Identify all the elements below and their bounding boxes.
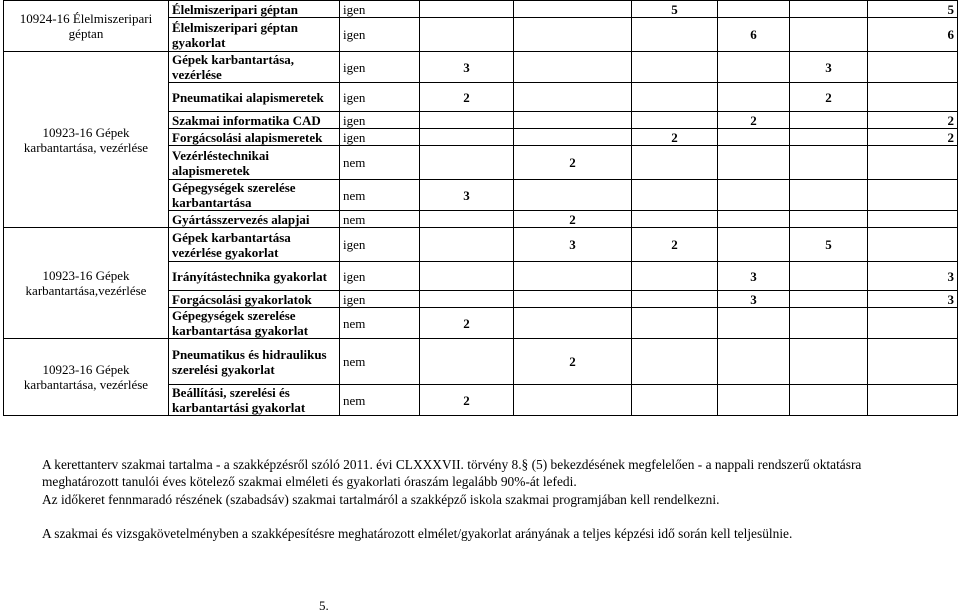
hours-cell: 2	[420, 308, 514, 339]
flag-cell: igen	[340, 291, 420, 308]
hours-cell	[514, 262, 632, 291]
subject-cell: Gépegységek szerelése karbantartása	[169, 180, 340, 211]
hours-cell	[790, 385, 868, 416]
hours-cell: 5	[632, 1, 718, 18]
hours-cell	[514, 180, 632, 211]
hours-cell: 2	[420, 83, 514, 112]
hours-cell: 5	[790, 228, 868, 262]
hours-cell	[514, 18, 632, 52]
flag-cell: igen	[340, 112, 420, 129]
hours-cell	[632, 18, 718, 52]
hours-cell	[632, 83, 718, 112]
hours-cell	[420, 262, 514, 291]
hours-cell	[514, 385, 632, 416]
module-cell: 10924-16 Élelmiszeripari géptan	[4, 1, 169, 52]
hours-cell	[790, 180, 868, 211]
hours-cell	[420, 146, 514, 180]
hours-cell: 3	[868, 262, 958, 291]
hours-cell	[632, 180, 718, 211]
table-row	[4, 1, 958, 18]
hours-cell	[718, 83, 790, 112]
flag-cell: igen	[340, 262, 420, 291]
hours-cell: 2	[632, 228, 718, 262]
module-cell: 10923-16 Gépek karbantartása,vezérlése	[4, 228, 169, 339]
hours-cell	[420, 129, 514, 146]
subject-cell: Beállítási, szerelési és karbantartási gyakorlat	[169, 385, 340, 416]
notes-section	[42, 456, 932, 542]
flag-cell: igen	[340, 1, 420, 18]
subject-cell: Élelmiszeripari géptan	[169, 1, 340, 18]
hours-cell: 3	[718, 291, 790, 308]
hours-cell	[632, 112, 718, 129]
hours-cell	[514, 112, 632, 129]
hours-cell: 5	[868, 1, 958, 18]
hours-cell: 3	[420, 180, 514, 211]
subject-cell: Gyártásszervezés alapjai	[169, 211, 340, 228]
hours-cell	[632, 308, 718, 339]
hours-cell	[514, 1, 632, 18]
flag-cell: igen	[340, 18, 420, 52]
hours-cell	[718, 52, 790, 83]
hours-cell	[790, 18, 868, 52]
hours-cell	[718, 129, 790, 146]
hours-cell	[420, 112, 514, 129]
hours-cell: 2	[868, 112, 958, 129]
subject-cell: Pneumatikai alapismeretek	[169, 83, 340, 112]
hours-cell	[790, 339, 868, 385]
hours-cell	[868, 308, 958, 339]
hours-cell: 3	[718, 262, 790, 291]
hours-cell	[632, 52, 718, 83]
curriculum-table	[3, 0, 958, 416]
note-paragraph-2: Az időkeret fennmaradó részének (szabadsáv) szakmai tartalmáról a szakképző iskola szakmai programjában kell rendelkezni.	[42, 491, 720, 507]
flag-cell: nem	[340, 146, 420, 180]
hours-cell	[632, 146, 718, 180]
hours-cell	[790, 129, 868, 146]
subject-cell: Irányítástechnika gyakorlat	[169, 262, 340, 291]
flag-cell: nem	[340, 339, 420, 385]
hours-cell	[718, 308, 790, 339]
hours-cell	[420, 1, 514, 18]
hours-cell	[868, 83, 958, 112]
subject-cell: Forgácsolási alapismeretek	[169, 129, 340, 146]
hours-cell	[632, 262, 718, 291]
hours-cell	[514, 129, 632, 146]
hours-cell: 2	[514, 339, 632, 385]
hours-cell	[868, 211, 958, 228]
hours-cell	[718, 1, 790, 18]
subject-cell: Gépek karbantartása, vezérlése	[169, 52, 340, 83]
subject-cell: Gépegységek szerelése karbantartása gyakorlat	[169, 308, 340, 339]
hours-cell	[718, 385, 790, 416]
hours-cell	[632, 291, 718, 308]
hours-cell	[718, 211, 790, 228]
flag-cell: igen	[340, 52, 420, 83]
module-cell: 10923-16 Gépek karbantartása, vezérlése	[4, 52, 169, 228]
hours-cell	[514, 291, 632, 308]
hours-cell: 2	[632, 129, 718, 146]
subject-cell: Gépek karbantartása vezérlése gyakorlat	[169, 228, 340, 262]
hours-cell	[868, 52, 958, 83]
subject-cell: Vezérléstechnikai alapismeretek	[169, 146, 340, 180]
hours-cell	[868, 146, 958, 180]
hours-cell	[790, 262, 868, 291]
subject-cell: Forgácsolási gyakorlatok	[169, 291, 340, 308]
hours-cell	[790, 112, 868, 129]
hours-cell: 3	[420, 52, 514, 83]
hours-cell	[632, 385, 718, 416]
module-cell: 10923-16 Gépek karbantartása, vezérlése	[4, 339, 169, 416]
flag-cell: nem	[340, 308, 420, 339]
hours-cell	[514, 308, 632, 339]
hours-cell	[420, 339, 514, 385]
hours-cell: 2	[718, 112, 790, 129]
hours-cell	[514, 83, 632, 112]
flag-cell: igen	[340, 228, 420, 262]
hours-cell	[632, 211, 718, 228]
hours-cell	[420, 211, 514, 228]
hours-cell	[868, 228, 958, 262]
hours-cell: 3	[790, 52, 868, 83]
flag-cell: nem	[340, 180, 420, 211]
page-number: 5.	[319, 598, 329, 613]
hours-cell	[790, 308, 868, 339]
table-row	[4, 228, 958, 262]
hours-cell	[420, 228, 514, 262]
table-row	[4, 339, 958, 385]
hours-cell: 2	[514, 146, 632, 180]
hours-cell	[718, 339, 790, 385]
hours-cell	[868, 385, 958, 416]
note-paragraph-1: A kerettanterv szakmai tartalma - a szakképzésről szóló 2011. évi CLXXXVII. törvény 8.§ (5) bekezdésének megfelelően - a nappali rendszerű oktatásra meghatározott tanulói éves kötelező szakmai elméleti és gyakorlati óraszám legalább 90%-át lefedi.	[42, 457, 862, 490]
hours-cell	[790, 146, 868, 180]
subject-cell: Szakmai informatika CAD	[169, 112, 340, 129]
hours-cell: 6	[718, 18, 790, 52]
hours-cell	[718, 180, 790, 211]
hours-cell: 2	[514, 211, 632, 228]
hours-cell	[868, 180, 958, 211]
hours-cell	[718, 146, 790, 180]
hours-cell	[420, 291, 514, 308]
note-paragraph-3: A szakmai és vizsgakövetelményben a szakképesítésre meghatározott elmélet/gyakorlat arányának a teljes képzési idő során kell teljesülnie.	[42, 525, 793, 541]
hours-cell: 3	[868, 291, 958, 308]
flag-cell: igen	[340, 83, 420, 112]
hours-cell: 2	[868, 129, 958, 146]
hours-cell: 2	[790, 83, 868, 112]
table-row	[4, 52, 958, 83]
hours-cell	[868, 339, 958, 385]
flag-cell: nem	[340, 385, 420, 416]
hours-cell	[514, 52, 632, 83]
hours-cell	[790, 291, 868, 308]
hours-cell	[790, 1, 868, 18]
hours-cell: 3	[514, 228, 632, 262]
subject-cell: Élelmiszeripari géptan gyakorlat	[169, 18, 340, 52]
flag-cell: igen	[340, 129, 420, 146]
hours-cell	[420, 18, 514, 52]
hours-cell	[790, 211, 868, 228]
hours-cell: 6	[868, 18, 958, 52]
subject-cell: Pneumatikus és hidraulikus szerelési gyakorlat	[169, 339, 340, 385]
hours-cell: 2	[420, 385, 514, 416]
hours-cell	[718, 228, 790, 262]
hours-cell	[632, 339, 718, 385]
flag-cell: nem	[340, 211, 420, 228]
